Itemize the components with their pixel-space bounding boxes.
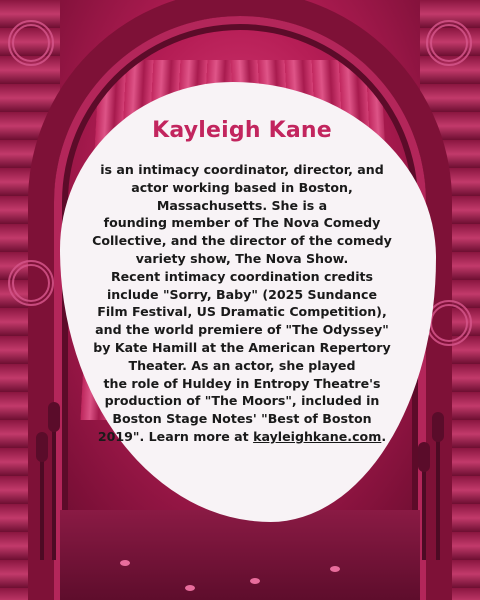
reed-plant	[52, 420, 56, 560]
bio-last-line	[92, 428, 392, 446]
reed-plant	[436, 430, 440, 560]
website-link[interactable]: kayleighkane.com	[253, 428, 382, 444]
bio-line: variety show, The Nova Show.	[135, 250, 349, 266]
bio-line: Collective, and the director of the comedy	[92, 233, 392, 249]
bio-last-line-suffix: .	[381, 428, 387, 444]
scroll-ornament	[426, 20, 472, 66]
bio-line: Boston Stage Notes' "Best of Boston	[112, 411, 372, 427]
bio-line: and the world premiere of "The Odyssey"	[95, 322, 389, 338]
petal	[185, 585, 195, 591]
bio-line: production of "The Moors", included in	[104, 393, 380, 409]
bio-line: Massachusetts. She is a	[156, 197, 328, 213]
bio-line: the role of Huldey in Entropy Theatre's	[103, 375, 381, 391]
petal	[330, 566, 340, 572]
stage-floor	[60, 510, 420, 600]
bio-line: by Kate Hamill at the American Repertory	[93, 339, 391, 355]
bio-line: include "Sorry, Baby" (2025 Sundance	[106, 286, 378, 302]
scroll-ornament	[8, 20, 54, 66]
reed-plant	[40, 450, 44, 560]
reed-plant	[422, 460, 426, 560]
bio-line: founding member of The Nova Comedy	[103, 215, 381, 231]
petal	[120, 560, 130, 566]
bio-content	[92, 118, 392, 446]
bio-line: is an intimacy coordinator, director, and	[100, 162, 384, 177]
bio-line: Film Festival, US Dramatic Competition),	[97, 304, 387, 320]
scroll-ornament	[8, 260, 54, 306]
petal	[250, 578, 260, 584]
bio-last-line-prefix: 2019". Learn more at	[97, 428, 254, 444]
bio-line: actor working based in Boston,	[131, 179, 353, 195]
person-name: Kayleigh Kane	[152, 118, 332, 143]
bio-line: Recent intimacy coordination credits	[110, 268, 374, 284]
bio-line: Theater. As an actor, she played	[128, 357, 356, 373]
bio-text	[92, 161, 392, 446]
